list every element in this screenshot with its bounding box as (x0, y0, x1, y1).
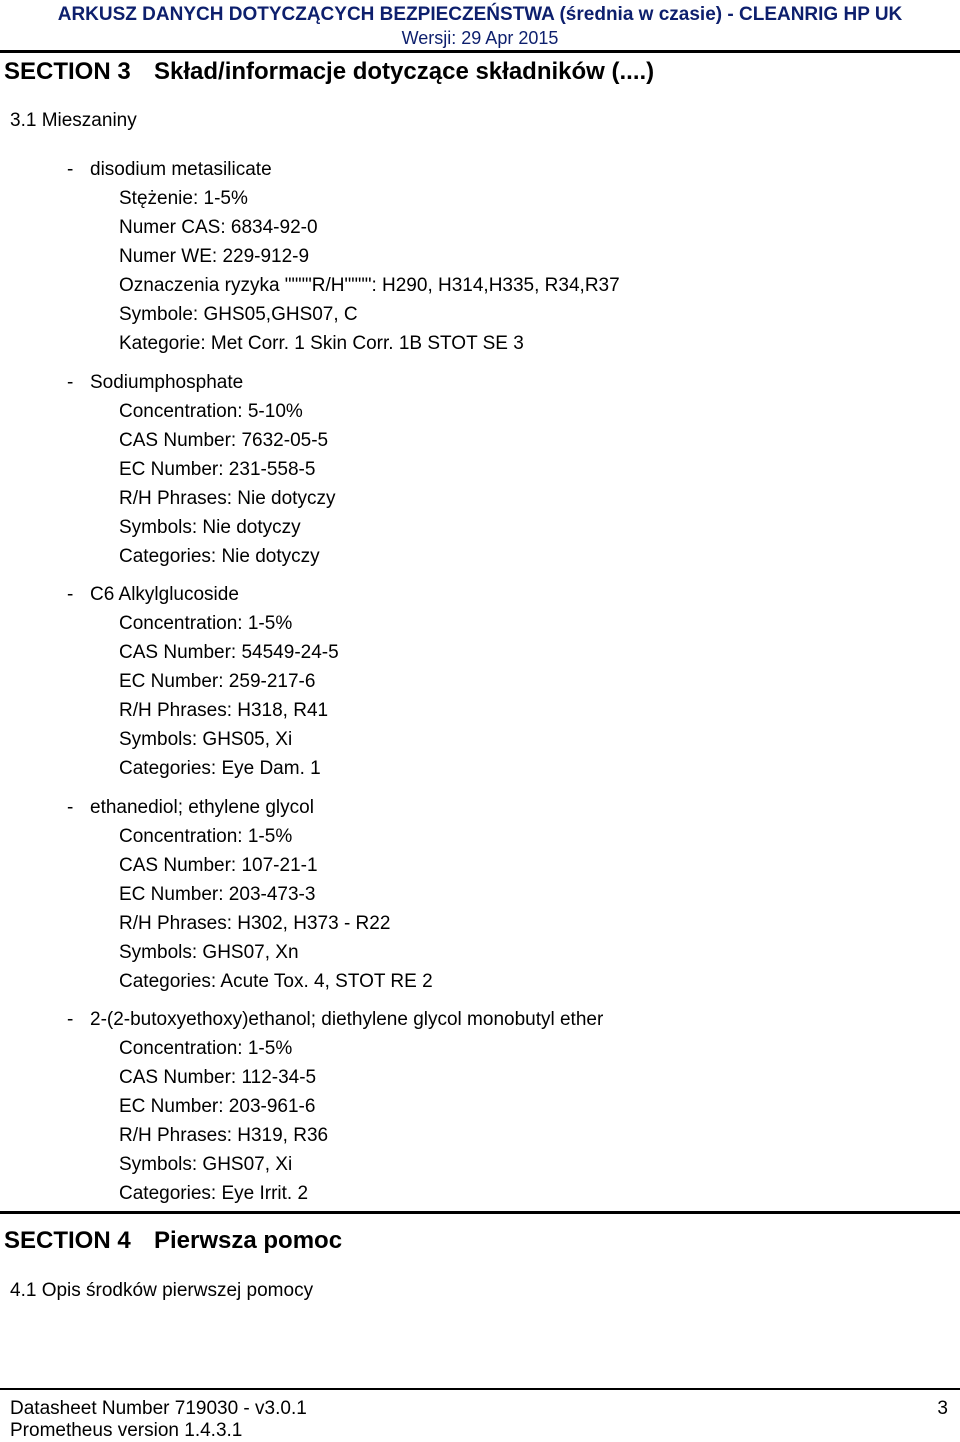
ingredient-property: EC Number: 259-217-6 (119, 671, 316, 692)
document-version: Wersji: 29 Apr 2015 (401, 28, 559, 48)
page-number: 3 (937, 1398, 948, 1419)
ingredient-name-row (67, 580, 947, 609)
ingredient-name: ethanediol; ethylene glycol (90, 797, 314, 818)
section-divider (0, 1211, 960, 1214)
section-4-number: SECTION 4 (4, 1227, 131, 1254)
ingredient-block (67, 580, 947, 783)
ingredient-name: 2-(2-butoxyethoxy)ethanol; diethylene glycol monobutyl ether (90, 1009, 604, 1030)
ingredient-property: Symbols: GHS07, Xi (119, 1154, 293, 1175)
ingredient-property: CAS Number: 107-21-1 (119, 855, 318, 876)
ingredient-property: EC Number: 203-473-3 (119, 884, 316, 905)
list-dash: - (67, 797, 74, 818)
ingredient-property: Concentration: 1-5% (119, 826, 293, 847)
footer-divider (0, 1388, 960, 1390)
ingredient-property: Numer CAS: 6834-92-0 (119, 217, 318, 238)
ingredient-property: Categories: Nie dotyczy (119, 546, 320, 567)
subsection-4-1: 4.1 Opis środków pierwszej pomocy (10, 1280, 314, 1301)
ingredient-property: Symbole: GHS05,GHS07, C (119, 304, 358, 325)
ingredient-property: Symbols: GHS05, Xi (119, 729, 293, 750)
ingredient-property: Concentration: 1-5% (119, 1038, 293, 1059)
datasheet-number: Datasheet Number 719030 - v3.0.1 (10, 1398, 307, 1419)
ingredient-block (67, 793, 947, 996)
ingredient-property: Numer WE: 229-912-9 (119, 246, 310, 267)
ingredient-property: R/H Phrases: H318, R41 (119, 700, 329, 721)
ingredient-property: Categories: Eye Irrit. 2 (119, 1183, 309, 1204)
section-3-heading (4, 58, 654, 86)
ingredient-property: Symbols: Nie dotyczy (119, 517, 301, 538)
ingredient-property: R/H Phrases: H319, R36 (119, 1125, 329, 1146)
section-4-heading (4, 1227, 342, 1255)
ingredient-property: Categories: Acute Tox. 4, STOT RE 2 (119, 971, 433, 992)
ingredient-property: CAS Number: 112-34-5 (119, 1067, 317, 1088)
list-dash: - (67, 372, 74, 393)
ingredient-name-row (67, 155, 947, 184)
list-dash: - (67, 1009, 74, 1030)
header-divider (0, 50, 960, 53)
ingredient-name-row (67, 1005, 947, 1034)
ingredient-name-row (67, 793, 947, 822)
ingredient-property: CAS Number: 7632-05-5 (119, 430, 329, 451)
ingredient-name: disodium metasilicate (90, 159, 272, 180)
section-3-title: Skład/informacje dotyczące składników (....) (154, 58, 655, 85)
ingredient-property: Stężenie: 1-5% (119, 188, 248, 209)
list-dash: - (67, 584, 74, 605)
ingredient-property: Concentration: 1-5% (119, 613, 293, 634)
ingredient-name: Sodiumphosphate (90, 372, 244, 393)
ingredient-name-row (67, 368, 947, 397)
ingredient-block (67, 1005, 947, 1208)
ingredient-property: Symbols: GHS07, Xn (119, 942, 299, 963)
ingredient-block (67, 155, 947, 358)
section-4-title: Pierwsza pomoc (154, 1227, 343, 1254)
section-3-number: SECTION 3 (4, 58, 131, 85)
ingredient-property: Concentration: 5-10% (119, 401, 303, 422)
list-dash: - (67, 159, 74, 180)
ingredient-property: EC Number: 231-558-5 (119, 459, 316, 480)
ingredient-property: CAS Number: 54549-24-5 (119, 642, 339, 663)
ingredient-property: R/H Phrases: H302, H373 - R22 (119, 913, 391, 934)
prometheus-version: Prometheus version 1.4.3.1 (10, 1420, 243, 1441)
subsection-3-1: 3.1 Mieszaniny (10, 110, 137, 131)
ingredient-property: Kategorie: Met Corr. 1 Skin Corr. 1B STOT SE 3 (119, 333, 524, 354)
ingredient-block (67, 368, 947, 571)
ingredient-name: C6 Alkylglucoside (90, 584, 239, 605)
ingredient-property: EC Number: 203-961-6 (119, 1096, 316, 1117)
ingredient-property: Categories: Eye Dam. 1 (119, 758, 321, 779)
ingredient-property: R/H Phrases: Nie dotyczy (119, 488, 336, 509)
document-title: ARKUSZ DANYCH DOTYCZĄCYCH BEZPIECZEŃSTWA (średnia w czasie) - CLEANRIG HP UK (57, 4, 903, 25)
ingredient-property: Oznaczenia ryzyka """"R/H"""": H290, H314,H335, R34,R37 (119, 275, 620, 296)
